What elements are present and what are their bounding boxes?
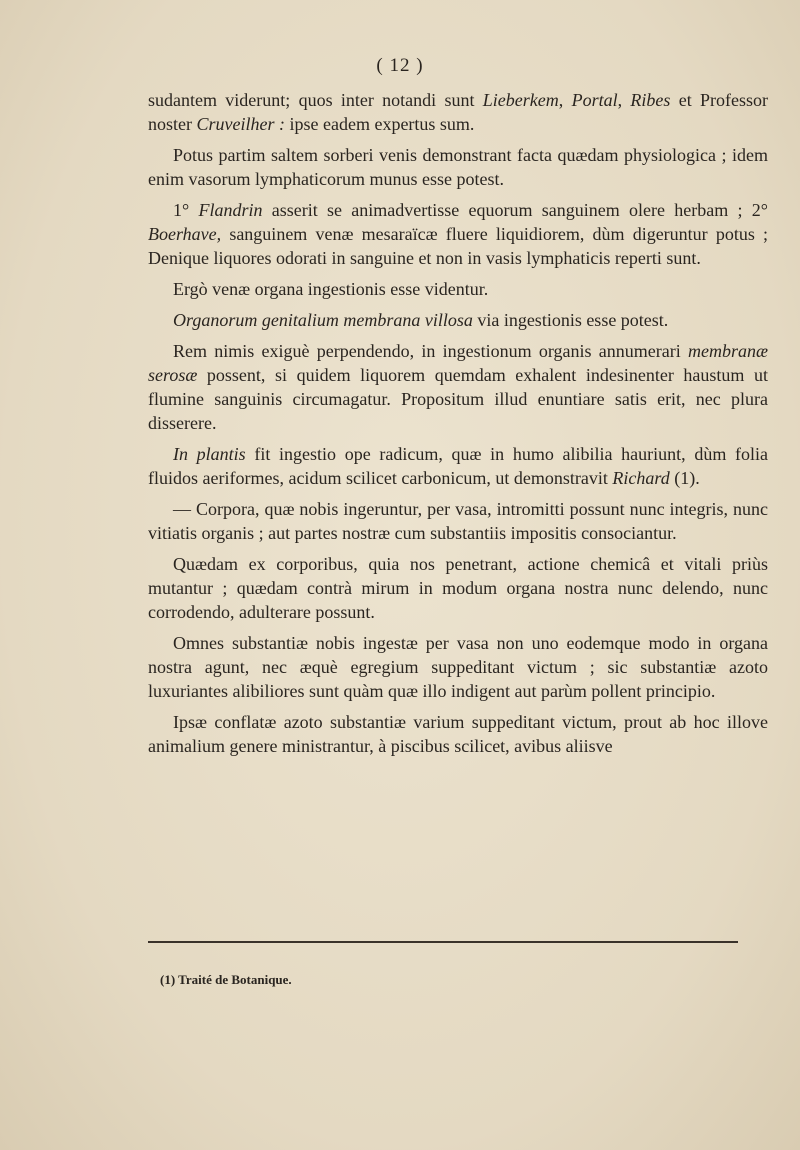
italic-text: Portal [571,90,618,110]
text-run: Ipsæ conflatæ azoto substantiæ varium suppeditant victum, prout ab hoc illove animalium genere ministrantur, à piscibus scilicet, avibus aliisve [148,712,768,756]
text-run: sudantem viderunt; quos inter notandi sunt [148,90,483,110]
text-run: asserit se animadvertisse equorum sanguinem olere herbam ; 2° [262,200,769,220]
italic-text: Cruveilher : [196,114,285,134]
paragraph [148,339,768,435]
text-run: , [558,90,572,110]
text-run: Rem nimis exiguè perpendendo, in ingestionum organis annumerari [173,341,688,361]
text-run: — Corpora, quæ nobis ingeruntur, per vasa, intromitti possunt nunc integris, nunc vitiatis organis ; aut partes nostræ cum substantiis impositis consociantur. [148,499,768,543]
paragraph [148,198,768,270]
text-run: Ergò venæ organa ingestionis esse videntur. [173,279,489,299]
paragraph [148,710,768,758]
footnote: (1) Traité de Botanique. [160,972,292,987]
text-run: Potus partim saltem sorberi venis demonstrant facta quædam physiologica ; idem enim vasorum lymphaticorum munus esse potest. [148,145,768,189]
text-run: , [617,90,631,110]
italic-text: Lieberkem [482,90,559,110]
body-text [148,88,768,758]
text-run: (1). [669,468,700,488]
italic-text: In plantis [173,444,246,464]
text-run: et Professor noster [148,90,769,134]
italic-text: Flandrin [198,200,263,220]
footnote-divider [148,941,738,943]
paragraph [148,308,768,332]
text-run: Omnes substantiæ nobis ingestæ per vasa non uno eodemque modo in organa nostra agunt, nec æquè egregium suppeditant victum ; sic substantiæ azoto luxuriantes alibiliores sunt quàm quæ illo indigent aut parùm pollent principio. [148,633,768,701]
italic-text: Boerhave, [148,224,222,244]
text-run: possent, si quidem liquorem quemdam exhalent indesinenter haustum ut flumine sanguinis circumagatur. Propositum illud enuntiare satis erit, nec plura disserere. [148,365,768,433]
paragraph [148,631,768,703]
italic-text: Organorum genitalium membrana villosa [173,310,473,330]
paragraph [148,442,768,490]
paragraph [148,88,768,136]
text-run: Quædam ex corporibus, quia nos penetrant, actione chemicâ et vitali priùs mutantur ; quædam contrà mirum in modum organa nostra nunc delendo, nunc corrodendo, adulterare possunt. [148,554,768,622]
paragraph [148,277,768,301]
italic-text: Richard [612,468,670,488]
paragraph [148,143,768,191]
page-number: ( 12 ) [376,55,424,76]
text-run: via ingestionis esse potest. [472,310,669,330]
text-run: sanguinem venæ mesaraïcæ fluere liquidiorem, dùm digeruntur potus ; Denique liquores odorati in sanguine et non in vasis lymphaticis reperti sunt. [148,224,768,268]
text-run: 1° [173,200,199,220]
italic-text: Ribes [630,90,671,110]
text-run: fit ingestio ope radicum, quæ in humo alibilia hauriunt, dùm folia fluidos aeriformes, acidum scilicet carbonicum, ut demonstravit [148,444,768,488]
paragraph [148,497,768,545]
text-run: ipse eadem expertus sum. [284,114,475,134]
paragraph [148,552,768,624]
italic-text: membranæ serosæ [148,341,768,385]
